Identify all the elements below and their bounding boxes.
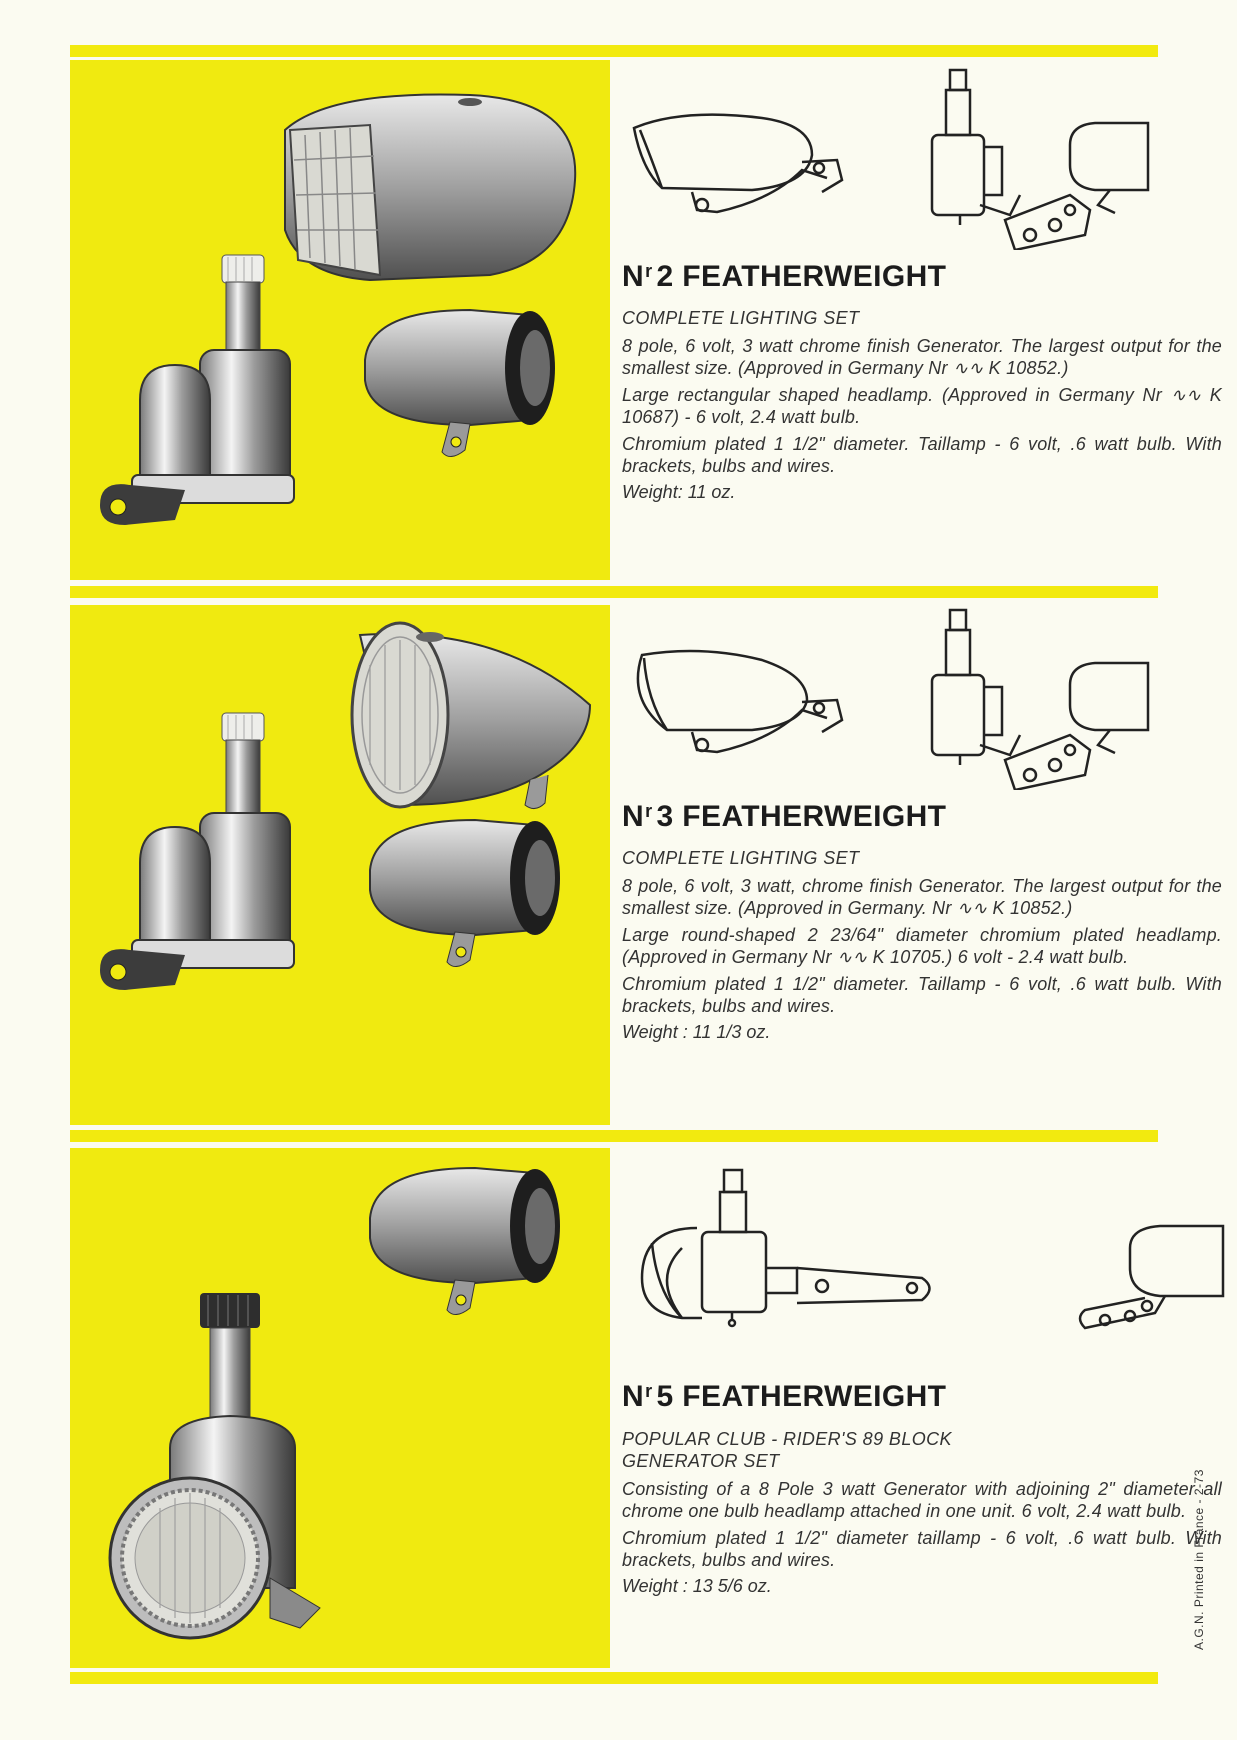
product-weight: Weight : 13 5/6 oz. bbox=[622, 1576, 772, 1596]
product-subtitle: POPULAR CLUB - RIDER'S 89 BLOCK GENERATOR SET bbox=[622, 1429, 952, 1471]
product-text-nr2 bbox=[622, 260, 1222, 503]
divider-rule-2 bbox=[70, 1130, 1158, 1142]
headlamp-bracket-diagram-nr3 bbox=[622, 640, 852, 760]
product-title: $N^r$ 5 FEATHERWEIGHT bbox=[622, 1380, 947, 1413]
rectangular-headlamp-icon bbox=[285, 94, 575, 280]
product-title: $N^r$ 2 FEATHERWEIGHT bbox=[622, 260, 947, 293]
headlamp-description: Large rectangular shaped headlamp. (Approved in Germany Nr ∿∿ K 10687) - 6 volt, 2.4 watt bulb. bbox=[622, 385, 1222, 427]
generator-taillamp-diagram-nr3 bbox=[920, 605, 1155, 790]
round-headlamp-icon bbox=[352, 623, 590, 809]
generator-description: 8 pole, 6 volt, 3 watt chrome finish Generator. The largest output for the smallest size. (Approved in Germany Nr ∿∿ K 10852.) bbox=[622, 336, 1222, 378]
product-photo-nr2 bbox=[70, 60, 610, 580]
product-title: $N^r$ 3 FEATHERWEIGHT bbox=[622, 800, 947, 833]
generator-description: 8 pole, 6 volt, 3 watt, chrome finish Generator. The largest output for the smallest size. (Approved in Germany. Nr ∿∿ K 10852.) bbox=[622, 876, 1222, 918]
headlamp-bracket-diagram-nr2 bbox=[622, 100, 852, 220]
headlamp-description: Large round-shaped 2 23/64" diameter chromium plated headlamp. (Approved in Germany Nr ∿∿ K 10705.) 6 volt - 2.4 watt bulb. bbox=[622, 925, 1222, 967]
generator-taillamp-diagram-nr2 bbox=[920, 65, 1155, 250]
product-text-nr3 bbox=[622, 800, 1222, 1043]
product-section-nr2 bbox=[70, 60, 1222, 580]
printer-credit: A.G.N. Printed in France - 2-73 bbox=[1192, 1469, 1206, 1650]
top-rule bbox=[70, 45, 1158, 57]
taillamp-icon bbox=[370, 1168, 560, 1315]
taillamp-icon bbox=[370, 820, 560, 967]
product-subtitle: COMPLETE LIGHTING SET bbox=[622, 308, 860, 328]
generator-icon bbox=[100, 713, 294, 990]
product-photo-nr3 bbox=[70, 605, 610, 1125]
block-generator-diagram-nr5 bbox=[622, 1168, 952, 1328]
product-subtitle: COMPLETE LIGHTING SET bbox=[622, 848, 860, 868]
product-photo-nr5 bbox=[70, 1148, 610, 1668]
divider-rule-1 bbox=[70, 586, 1158, 598]
bottom-rule bbox=[70, 1672, 1158, 1684]
taillamp-description: Chromium plated 1 1/2" diameter taillamp - 6 volt, .6 watt bulb. With brackets, bulbs and wires. bbox=[622, 1528, 1222, 1570]
product-section-nr3 bbox=[70, 605, 1222, 1125]
taillamp-description: Chromium plated 1 1/2" diameter. Taillamp - 6 volt, .6 watt bulb. With brackets, bulbs and wires. bbox=[622, 434, 1222, 476]
taillamp-bracket-diagram-nr5 bbox=[1075, 1218, 1235, 1338]
taillamp-icon bbox=[365, 310, 555, 457]
product-weight: Weight: 11 oz. bbox=[622, 482, 736, 502]
generator-headlamp-description: Consisting of a 8 Pole 3 watt Generator with adjoining 2" diameter all chrome one bulb headlamp attached in one unit. 6 volt, 2.4 watt bulb. bbox=[622, 1479, 1222, 1521]
product-text-nr5 bbox=[622, 1380, 1222, 1597]
block-generator-headlamp-icon bbox=[110, 1293, 320, 1638]
generator-icon bbox=[100, 255, 294, 525]
product-weight: Weight : 11 1/3 oz. bbox=[622, 1022, 771, 1042]
taillamp-description: Chromium plated 1 1/2" diameter. Taillamp - 6 volt, .6 watt bulb. With brackets, bulbs and wires. bbox=[622, 974, 1222, 1016]
